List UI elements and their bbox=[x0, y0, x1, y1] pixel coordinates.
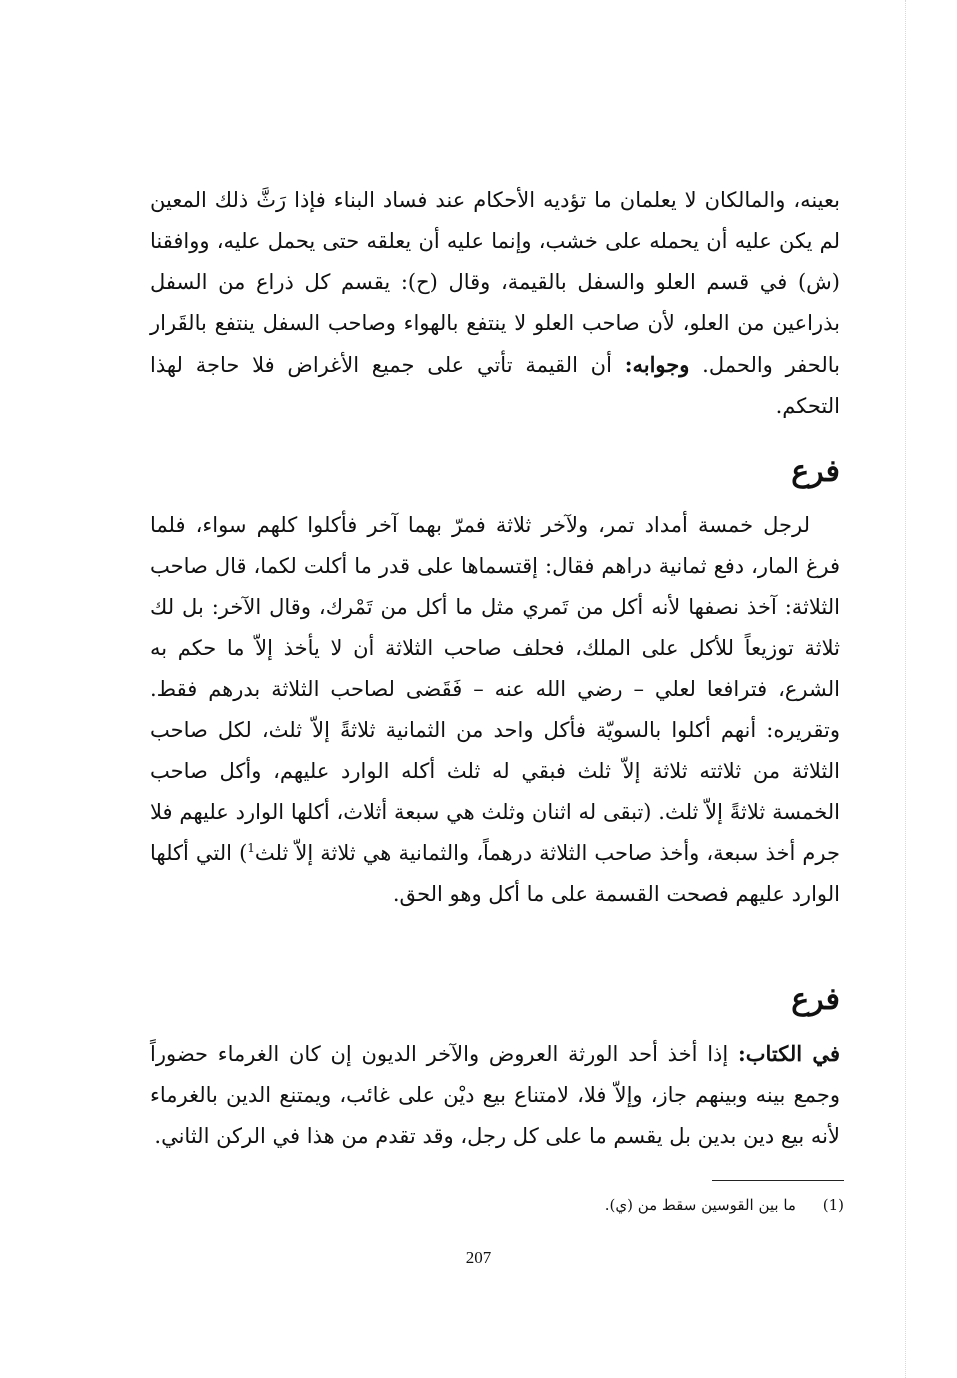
paragraph-3-label: في الكتاب: bbox=[737, 1041, 840, 1066]
footnote-text: ما بين القوسين سقط من (ي). bbox=[604, 1196, 796, 1214]
paragraph-1 bbox=[150, 180, 840, 427]
paragraph-2 bbox=[150, 505, 840, 915]
page-number: 207 bbox=[465, 1248, 492, 1267]
paragraph-1-text: بعينه، والمالكان لا يعلمان ما تؤديه الأحكام عند فساد البناء فإذا رَثَّ ذلك المعين لم يكن عليه أن يحمله على خشب، وإنما عليه أن يعلقه حتى يحمل عليه، ووافقنا (ش) في قسم العلو والسفل بالقيمة، وقال (ح): يقسم كل ذراع من السفل بذراعين من العلو، لأن صاحب العلو لا ينتفع بالهواء وصاحب السفل ينتفع بالقَرار بالحفر والحمل. bbox=[150, 188, 840, 377]
scan-edge-line bbox=[905, 0, 906, 1378]
paragraph-3 bbox=[150, 1033, 840, 1157]
section-heading-2: فرع bbox=[791, 982, 840, 1017]
answer-label: وجوابه: bbox=[624, 352, 690, 377]
footnote-reference[interactable]: 1 bbox=[247, 841, 255, 855]
paragraph-2-text-b: ) التي أكلها الوارد عليهم فصحت القسمة على ما أكل وهو الحق. bbox=[150, 841, 840, 906]
section-heading-1: فرع bbox=[791, 454, 840, 489]
paragraph-3-text: إذا أخذ أحد الورثة العروض والآخر الديون إن كان الغرماء حضوراً وجمع بينه وبينهم جاز، وإلاّ فلا، لامتناع بيع ديْن على غائب، ويمتنع الدين بالغرماء لأنه بيع دين بدين بل يقسم ما على كل رجل، وقد تقدم من هذا في الركن الثاني. bbox=[150, 1042, 840, 1148]
paragraph-2-text-a: لرجل خمسة أمداد تمر، ولآخر ثلاثة فمرّ بهما آخر فأكلوا كلهم سواء، فلما فرغ المار، دفع ثمانية دراهم فقال: إقتسماها على قدر ما أكلت لكما، قال صاحب الثلاثة: آخذ نصفها لأنه أكل من تَمري مثل ما أكل من تَمْرك، وقال الآخر: بل لك ثلاثة توزيعاً للأكل على الملك، فحلف صاحب الثلاثة أن لا يأخذ إلاّ ما حكم به الشرع، فترافعا لعلي – رضي الله عنه – فَقَضى لصاحب الثلاثة بدرهم فقط. وتقريره: أنهم أكلوا بالسويّة فأكل واحد من الثمانية ثلاثةً إلاّ ثلث، لكل صاحب الثلاثة من ثلاثته ثلاثة إلاّ ثلث فبقي له ثلث أكله الوارد عليهم، وأكل صاحب الخمسة ثلاثةً إلاّ ثلث. (تبقى له اثنان وثلث هي سبعة أثلاث، أكلها الوارد عليهم فلا جرم أخذ سبعة، وأخذ صاحب الثلاثة درهماً، والثمانية هي ثلاثة إلاّ ثلث bbox=[150, 513, 841, 865]
answer-text: أن القيمة تأتي على جميع الأغراض فلا حاجة لهذا التحكم. bbox=[150, 353, 840, 418]
footnote bbox=[605, 1193, 844, 1217]
footnote-separator bbox=[712, 1180, 844, 1181]
footnote-number: (1) bbox=[822, 1196, 844, 1214]
